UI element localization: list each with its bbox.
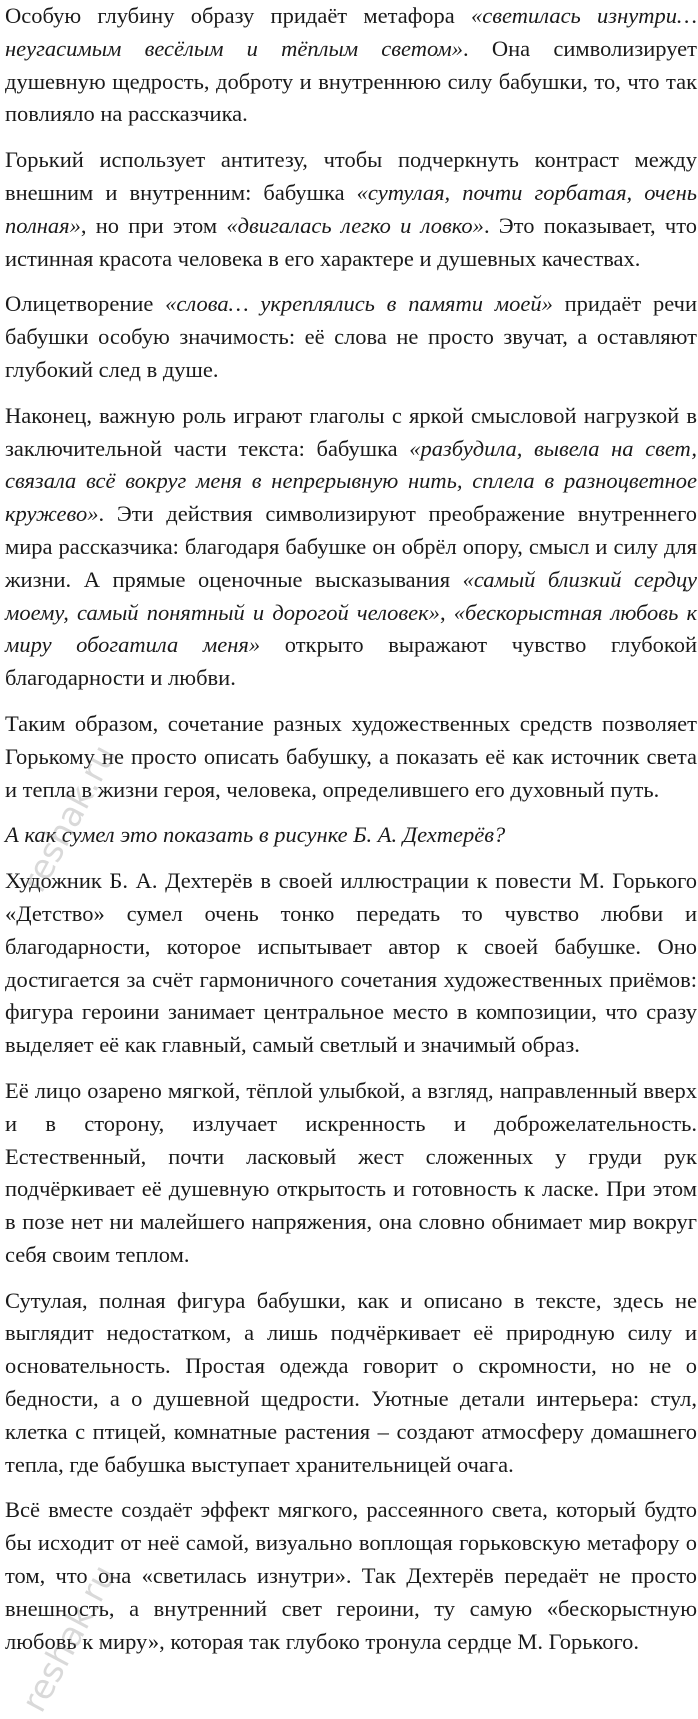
- text-fragment: открыто выражают чувство глубокой благодарности и любви.: [5, 632, 697, 691]
- text-paragraph: [5, 1285, 697, 1482]
- text-paragraph: [5, 708, 697, 806]
- watermark-upper: reshak.ru: [14, 738, 125, 899]
- question-paragraph: [5, 819, 697, 852]
- text-fragment: ,: [439, 599, 454, 625]
- text-fragment: Художник Б. А. Дехтерёв в своей иллюстрации к повести М. Горького «Детство» сумел очень тонко передать то чувство любви и благодарности, которое испытывает автор к своей бабушке. Оно достигается за счёт гармоничного сочетания художественных приёмов: фигура героини занимает центральное место в композиции, что сразу выделяет её как главный, самый светлый и значимый образ.: [5, 868, 697, 1058]
- text-fragment: . Это показывает, что истинная красота человека в его характере и душевных качествах.: [5, 212, 697, 271]
- text-paragraph: [5, 865, 697, 1062]
- watermark-lower: reshak.ru: [14, 1558, 125, 1719]
- quote-fragment: «слова… укреплялись в памяти моей»: [165, 291, 553, 317]
- text-paragraph: [5, 0, 697, 131]
- text-paragraph: [5, 400, 697, 695]
- text-fragment: Горький использует антитезу, чтобы подчеркнуть контраст между внешним и внутренним: бабушка: [5, 147, 697, 205]
- quote-fragment: «разбудила, вывела на свет, связала всё вокруг меня в непрерывную нить, сплела в разноцветное кружево»: [5, 435, 697, 527]
- text-paragraph: [5, 144, 697, 275]
- text-fragment: Таким образом, сочетание разных художественных средств позволяет Горькому не просто описать бабушку, а показать её как источник света и тепла в жизни героя, человека, определившего его духовный путь.: [5, 710, 697, 802]
- text-fragment: Всё вместе создаёт эффект мягкого, рассеянного света, который будто бы исходит от неё самой, визуально воплощая горьковскую метафору о том, что она «светилась изнутри». Так Дехтерёв передаёт не просто внешность, а внутренний свет героини, ту самую «бескорыстную любовь к миру», которая так глубоко тронула сердце М. Горького.: [5, 1497, 697, 1654]
- text-paragraph: [5, 288, 697, 386]
- text-paragraph: [5, 1075, 697, 1272]
- document-body: [5, 0, 697, 1671]
- quote-fragment: «двигалась легко и ловко»: [226, 212, 484, 238]
- text-fragment: Олицетворение: [5, 291, 166, 317]
- text-fragment: . Она символизирует душевную щедрость, доброту и внутреннюю силу бабушки, то, что так повлияло на рассказчика.: [5, 35, 697, 127]
- text-fragment: Сутулая, полная фигура бабушки, как и описано в тексте, здесь не выглядит недостатком, а лишь подчёркивает её природную силу и основательность. Простая одежда говорит о скромности, но не о бедности, а о душевной щедрости. Уютные детали интерьера: стул, клетка с птицей, комнатные растения – создают атмосферу домашнего тепла, где бабушка выступает хранительницей очага.: [5, 1287, 697, 1477]
- quote-fragment: «бескорыстная любовь к миру обогатила меня»: [5, 599, 698, 658]
- text-fragment: придаёт речи бабушки особую значимость: её слова не просто звучат, а оставляют глубокий след в душе.: [5, 291, 698, 382]
- quote-fragment: «светилась изнутри… неугасимым весёлым и тёплым светом»: [5, 3, 697, 61]
- quote-fragment: «сутулая, почти горбатая, очень полная»: [5, 179, 697, 238]
- text-fragment: Её лицо озарено мягкой, тёплой улыбкой, а взгляд, направленный вверх и в сторону, излучает искренность и доброжелательность. Естественный, почти ласковый жест сложенных у груди рук подчёркивает её душевную открытость и готовность к ласке. При этом в позе нет ни малейшего напряжения, она словно обнимает мир вокруг себя своим теплом.: [5, 1077, 697, 1267]
- quote-fragment: «самый близкий сердцу моему, самый понятный и дорогой человек»: [5, 566, 697, 625]
- text-fragment: Наконец, важную роль играют глаголы с яркой смысловой нагрузкой в заключительной части текста: бабушка: [5, 402, 697, 461]
- quote-fragment: А как сумел это показать в рисунке Б. А. Дехтерёв?: [5, 822, 506, 848]
- text-fragment: Особую глубину образу придаёт метафора: [5, 3, 472, 28]
- text-fragment: . Эти действия символизируют преображение внутреннего мира рассказчика: благодаря бабушке он обрёл опору, смысл и силу для жизни. А прямые оценочные высказывания: [5, 501, 697, 592]
- text-paragraph: [5, 1494, 697, 1658]
- text-fragment: , но при этом: [80, 212, 227, 238]
